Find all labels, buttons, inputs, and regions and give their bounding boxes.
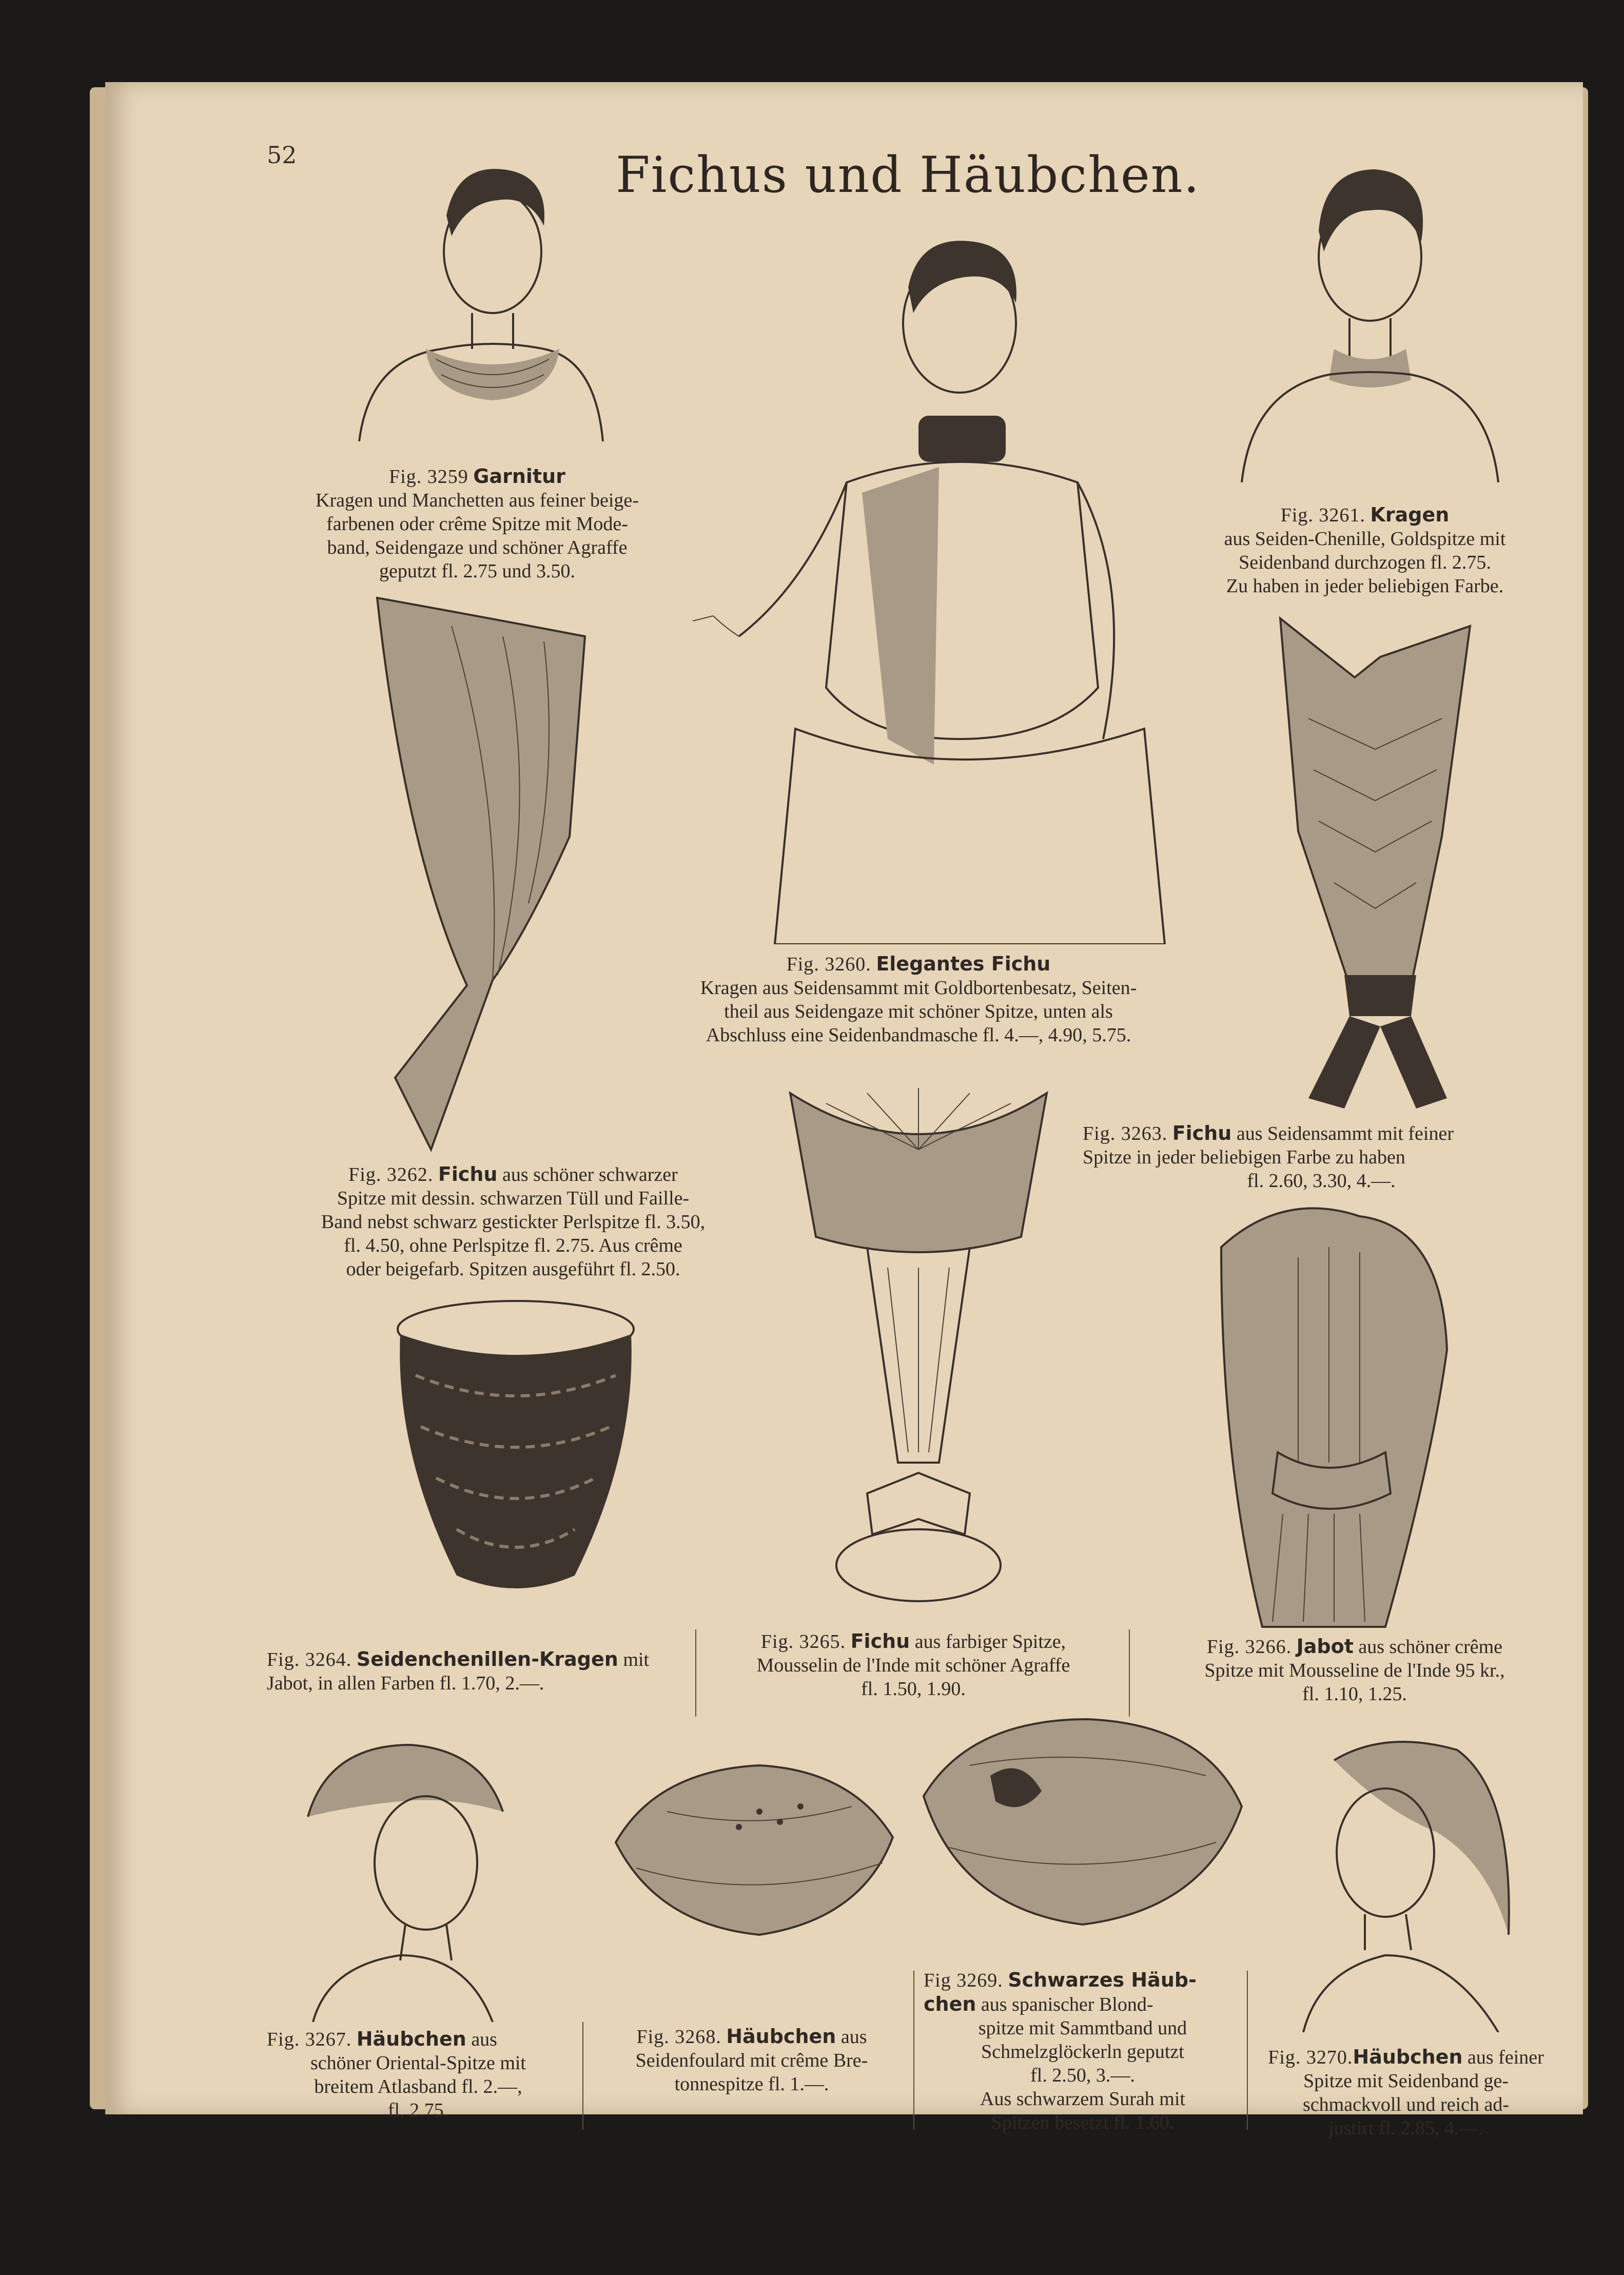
fig-3262-illustration bbox=[375, 595, 600, 1155]
fig-3259-illustration bbox=[349, 154, 605, 441]
fig-3259-caption bbox=[267, 464, 688, 583]
caption-line: aus feiner bbox=[1468, 2047, 1544, 2068]
caption-line: Mousselin de l'Inde mit schöner Agraffe bbox=[756, 1655, 1070, 1676]
caption-line: aus bbox=[471, 2029, 497, 2050]
caption-line: mit bbox=[623, 1649, 650, 1670]
fig-number: Fig. 3260. bbox=[786, 954, 871, 975]
item-name: Fichu bbox=[1172, 1122, 1232, 1144]
caption-line: Spitze mit Mousseline de l'Inde 95 kr., bbox=[1204, 1660, 1505, 1681]
fig-number: Fig. 3259 bbox=[389, 466, 468, 488]
fig-3268-illustration bbox=[605, 1750, 903, 1945]
caption-line: Schmelzglöckerln geputzt bbox=[981, 2041, 1184, 2063]
fig-number: Fig. 3262. bbox=[348, 1164, 434, 1185]
caption-line: oder beigefarb. Spitzen ausgeführt fl. 2.50. bbox=[346, 1258, 680, 1280]
caption-line: breitem Atlasband fl. 2.—, bbox=[314, 2076, 522, 2097]
fig-number: Fig. 3263. bbox=[1083, 1123, 1168, 1144]
item-name: Häubchen bbox=[726, 2025, 836, 2048]
fig-3260-illustration bbox=[693, 226, 1180, 944]
caption-line: Seidenband durchzogen fl. 2.75. bbox=[1239, 552, 1491, 573]
fig-3260-caption bbox=[636, 952, 1201, 1047]
fig-3267-illustration bbox=[298, 1735, 513, 2022]
caption-line: fl. 2.75. bbox=[387, 2099, 449, 2121]
caption-line: Jabot, in allen Farben fl. 1.70, 2.—. bbox=[267, 1673, 544, 1694]
caption-line: farbenen oder crême Spitze mit Mode- bbox=[326, 513, 628, 535]
caption-line: Spitze in jeder beliebigen Farbe zu haben bbox=[1083, 1146, 1405, 1168]
page-title: Fichus und Häubchen. bbox=[616, 146, 1201, 204]
item-name: Häubchen bbox=[356, 2028, 466, 2050]
item-name: Schwarzes Häub- bbox=[1008, 1969, 1197, 1991]
caption-line: Spitzen besetzt fl. 1.60. bbox=[991, 2112, 1175, 2133]
fig-number: Fig. 3265. bbox=[760, 1631, 846, 1652]
fig-number: Fig. 3264. bbox=[267, 1649, 352, 1670]
caption-line: fl. 1.50, 1.90. bbox=[861, 1678, 966, 1700]
caption-line: aus farbiger Spitze, bbox=[914, 1631, 1066, 1652]
fig-3261-illustration bbox=[1237, 154, 1503, 482]
caption-line: fl. 2.60, 3.30, 4.—. bbox=[1247, 1170, 1396, 1192]
column-divider bbox=[1247, 1971, 1248, 2130]
fig-number: Fig. 3266. bbox=[1206, 1636, 1292, 1658]
page-number: 52 bbox=[267, 141, 297, 169]
item-name: Seidenchenillen-Kragen bbox=[356, 1648, 618, 1670]
fig-3263-illustration bbox=[1278, 616, 1473, 1109]
caption-line: Spitze mit Seidenband ge- bbox=[1303, 2070, 1509, 2092]
caption-line: Seidenfoulard mit crême Bre- bbox=[635, 2050, 868, 2071]
fig-3269-illustration bbox=[918, 1714, 1247, 1930]
caption-line: schöner Oriental-Spitze mit bbox=[310, 2052, 526, 2074]
fig-3268-caption bbox=[593, 2025, 911, 2096]
caption-line: fl. 1.10, 1.25. bbox=[1302, 1683, 1407, 1705]
column-divider bbox=[1129, 1629, 1130, 1717]
fig-3264-caption bbox=[267, 1647, 693, 1695]
caption-line: schmackvoll und reich ad- bbox=[1302, 2094, 1510, 2115]
caption-line: tonnespitze fl. 1.—. bbox=[674, 2073, 829, 2095]
fig-3265-illustration bbox=[785, 1073, 1052, 1606]
caption-line: justirt fl. 2.85, 4.—. bbox=[1328, 2117, 1483, 2139]
caption-line: aus Seiden-Chenille, Goldspitze mit bbox=[1224, 528, 1506, 550]
fig-number: Fig. 3268. bbox=[636, 2026, 721, 2048]
fig-number: Fig 3269. bbox=[924, 1970, 1003, 1991]
caption-line: Kragen und Manchetten aus feiner beige- bbox=[316, 490, 639, 511]
caption-line: Abschluss eine Seidenbandmasche fl. 4.—, 4.90, 5.75. bbox=[706, 1024, 1131, 1046]
fig-number: Fig. 3261. bbox=[1280, 504, 1365, 526]
caption-line: band, Seidengaze und schöner Agraffe bbox=[327, 537, 628, 558]
fig-3267-caption bbox=[267, 2027, 570, 2122]
fig-number: Fig. 3270. bbox=[1268, 2047, 1353, 2068]
fig-number: Fig. 3267. bbox=[267, 2029, 352, 2050]
caption-line: aus Seidensammt mit feiner bbox=[1236, 1123, 1454, 1144]
caption-line: fl. 4.50, ohne Perlspitze fl. 2.75. Aus crême bbox=[344, 1235, 682, 1256]
item-name: Häubchen bbox=[1353, 2046, 1463, 2068]
caption-line: aus schöner crême bbox=[1358, 1636, 1503, 1658]
caption-line: Aus schwarzem Surah mit bbox=[980, 2088, 1185, 2110]
fig-3265-caption bbox=[708, 1629, 1119, 1701]
caption-line: Spitze mit dessin. schwarzen Tüll und Faille- bbox=[337, 1188, 690, 1209]
fig-3262-caption bbox=[272, 1162, 754, 1281]
fig-3266-caption bbox=[1142, 1635, 1568, 1706]
fig-3261-caption bbox=[1144, 503, 1586, 598]
caption-line: Kragen aus Seidensammt mit Goldbortenbesatz, Seiten- bbox=[700, 977, 1137, 999]
caption-line: aus schöner schwarzer bbox=[502, 1164, 678, 1185]
caption-line: spitze mit Sammtband und bbox=[978, 2017, 1187, 2039]
fig-3270-caption bbox=[1257, 2045, 1555, 2140]
item-name: Jabot bbox=[1296, 1635, 1354, 1658]
fig-3269-caption bbox=[924, 1968, 1242, 2134]
item-name: Kragen bbox=[1370, 503, 1450, 526]
caption-line: theil aus Seidengaze mit schöner Spitze, unten als bbox=[724, 1001, 1113, 1022]
item-name: Fichu bbox=[438, 1163, 498, 1185]
item-name: Elegantes Fichu bbox=[876, 952, 1051, 975]
fig-3266-illustration bbox=[1206, 1196, 1457, 1632]
item-name: Fichu bbox=[850, 1630, 910, 1652]
column-divider bbox=[582, 2022, 583, 2130]
fig-3264-illustration bbox=[395, 1298, 636, 1596]
caption-line: aus bbox=[840, 2026, 867, 2048]
item-name: Garnitur bbox=[473, 465, 565, 488]
fig-3263-caption bbox=[1083, 1121, 1560, 1193]
column-divider bbox=[913, 1971, 914, 2130]
caption-line: chen bbox=[924, 1993, 976, 2015]
column-divider bbox=[695, 1629, 696, 1717]
caption-line: Zu haben in jeder beliebigen Farbe. bbox=[1226, 575, 1504, 597]
caption-line: geputzt fl. 2.75 und 3.50. bbox=[379, 560, 576, 582]
caption-line: Band nebst schwarz gestickter Perlspitze fl. 3.50, bbox=[321, 1211, 706, 1233]
caption-line: fl. 2.50, 3.—. bbox=[1030, 2065, 1135, 2086]
caption-line: aus spanischer Blond- bbox=[981, 1994, 1153, 2015]
fig-3270-illustration bbox=[1283, 1729, 1519, 2032]
